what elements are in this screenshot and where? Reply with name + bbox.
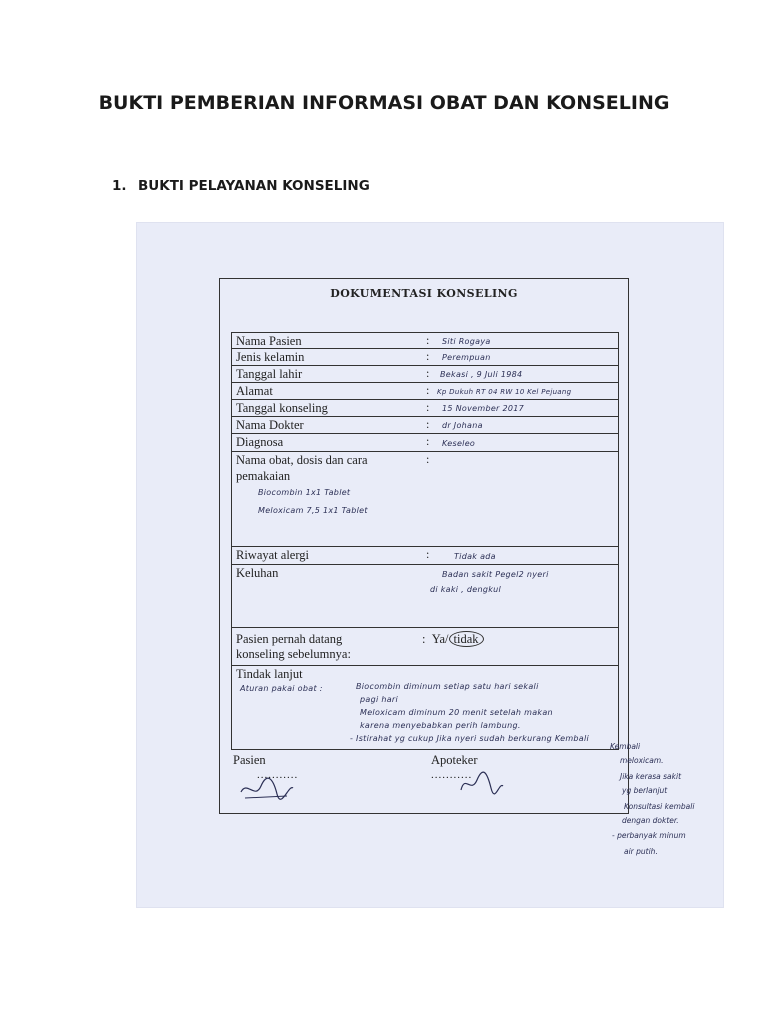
pharmacist-signature bbox=[457, 770, 507, 800]
medication-label-line2: pemakaian bbox=[236, 469, 291, 483]
field-value-handwritten: Kp Dukuh RT 04 RW 10 Kel Pejuang bbox=[437, 388, 572, 396]
margin-note: dengan dokter. bbox=[622, 816, 679, 825]
field-label: Tindak lanjut bbox=[236, 667, 303, 681]
field-row-medication bbox=[231, 452, 619, 547]
field-label: Diagnosa bbox=[236, 435, 284, 449]
field-label: Keluhan bbox=[236, 566, 279, 580]
field-label: Riwayat alergi bbox=[236, 548, 310, 562]
patient-signature-dots: ........... bbox=[257, 769, 299, 781]
section-heading bbox=[112, 178, 370, 194]
field-value-handwritten: Siti Rogaya bbox=[442, 337, 491, 346]
field-row-riwayat-alergi bbox=[231, 547, 619, 565]
option-yes: Ya/ bbox=[431, 632, 449, 646]
field-label: Nama Dokter bbox=[236, 418, 304, 432]
previous-visit-label-line1: Pasien pernah datang bbox=[236, 632, 343, 646]
field-value-handwritten: 15 November 2017 bbox=[442, 404, 525, 413]
field-colon: : bbox=[426, 366, 430, 380]
option-no-circled: tidak bbox=[449, 631, 484, 647]
field-row-jenis-kelamin bbox=[231, 349, 619, 366]
follow-up-line: Meloxicam diminum 20 menit setelah makan bbox=[360, 708, 553, 717]
margin-note: - perbanyak minum bbox=[612, 831, 686, 840]
field-label: Alamat bbox=[236, 384, 273, 398]
page-title: BUKTI PEMBERIAN INFORMASI OBAT DAN KONSELING bbox=[98, 92, 670, 114]
previous-visit-label-line2: konseling sebelumnya: bbox=[236, 647, 351, 661]
field-row-keluhan bbox=[231, 565, 619, 628]
field-colon: : bbox=[426, 434, 430, 448]
field-row-nama-dokter bbox=[231, 417, 619, 434]
pharmacist-signature-dots: ........... bbox=[431, 769, 473, 781]
margin-note: air putih. bbox=[624, 847, 658, 856]
field-colon: : bbox=[426, 400, 430, 414]
field-label: Nama Pasien bbox=[236, 334, 302, 348]
field-colon: : bbox=[426, 333, 430, 347]
field-row-tanggal-konseling bbox=[231, 400, 619, 417]
field-row-tanggal-lahir bbox=[231, 366, 619, 383]
medication-item: Meloxicam 7,5 1x1 Tablet bbox=[258, 506, 368, 515]
complaint-line: di kaki , dengkul bbox=[430, 585, 502, 594]
margin-note: Konsultasi kembali bbox=[624, 802, 695, 811]
field-value-handwritten: dr Johana bbox=[442, 421, 483, 430]
field-value-handwritten: Keseleo bbox=[442, 439, 476, 448]
complaint-line: Badan sakit Pegel2 nyeri bbox=[442, 570, 549, 579]
counseling-form bbox=[219, 278, 629, 814]
field-row-nama-pasien bbox=[231, 332, 619, 349]
field-value-handwritten: Bekasi , 9 Juli 1984 bbox=[440, 370, 523, 379]
form-title: DOKUMENTASI KONSELING bbox=[330, 287, 518, 300]
follow-up-line: karena menyebabkan perih lambung. bbox=[360, 721, 521, 730]
field-row-diagnosa bbox=[231, 434, 619, 452]
field-colon: : bbox=[426, 383, 430, 397]
patient-signature-label: Pasien bbox=[233, 753, 266, 767]
signature-area bbox=[231, 750, 619, 805]
scanned-form-image bbox=[136, 222, 724, 908]
field-colon: : bbox=[426, 417, 430, 431]
follow-up-prefix: Aturan pakai obat : bbox=[240, 684, 323, 693]
follow-up-line: Biocombin diminum setiap satu hari sekali bbox=[356, 682, 539, 691]
follow-up-line: - Istirahat yg cukup Jika nyeri sudah berkurang Kembali bbox=[350, 734, 590, 743]
medication-label-line1: Nama obat, dosis dan cara bbox=[236, 453, 368, 467]
field-label: Tanggal lahir bbox=[236, 367, 303, 381]
follow-up-line: pagi hari bbox=[360, 695, 399, 704]
field-colon: : bbox=[426, 349, 430, 363]
margin-note: Kembali bbox=[610, 742, 641, 751]
margin-note: yg berlanjut bbox=[622, 786, 668, 795]
patient-signature bbox=[237, 774, 297, 804]
pharmacist-signature-label: Apoteker bbox=[431, 753, 478, 767]
field-value-handwritten: Perempuan bbox=[442, 353, 491, 362]
previous-visit-options bbox=[422, 632, 484, 647]
field-row-tindak-lanjut bbox=[231, 666, 619, 750]
margin-note: Jika kerasa sakit bbox=[620, 772, 682, 781]
field-value-handwritten: Tidak ada bbox=[454, 552, 496, 561]
field-row-alamat bbox=[231, 383, 619, 400]
field-colon: : bbox=[426, 547, 430, 561]
field-colon: : bbox=[422, 632, 426, 646]
field-label: Tanggal konseling bbox=[236, 401, 328, 415]
section-title: BUKTI PELAYANAN KONSELING bbox=[138, 178, 370, 194]
margin-note: meloxicam. bbox=[620, 756, 664, 765]
medication-item: Biocombin 1x1 Tablet bbox=[258, 488, 351, 497]
field-label: Jenis kelamin bbox=[236, 350, 305, 364]
field-colon: : bbox=[426, 452, 430, 466]
section-number: 1. bbox=[112, 178, 127, 194]
field-row-previous-visit bbox=[231, 628, 619, 666]
